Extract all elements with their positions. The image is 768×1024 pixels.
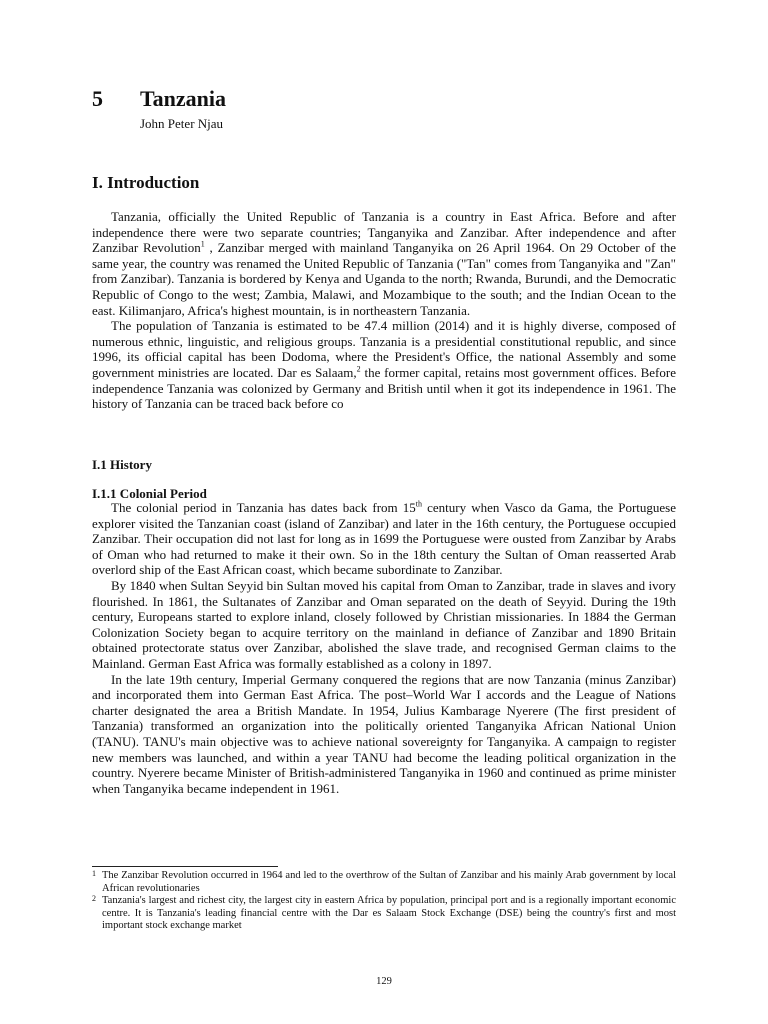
footnote-mark: 2 [92, 894, 96, 903]
colonial-paragraph-3: In the late 19th century, Imperial Germany conquered the regions that are now Tanzania (minus Zanzibar) and incorporated them into German East Africa. The post–World War I accords and the League of Nations charter designated the area a British Mandate. In 1954, Julius Kambarage Nyerere (The first president of Tanzania) transformed an organization into the politically oriented Tanganyika African National Union (TANU). TANU's main objective was to achieve national sovereignty for Tanganyika. A campaign to register new members was launched, and within a year TANU had become the leading political organization in the country. Nyerere became Minister of British-administered Tanganyika in 1960 and continued as prime minister when Tanganyika became independent in 1961. [92, 671, 676, 796]
footnote-2: 2 Tanzania's largest and richest city, the largest city in eastern Africa by population, principal port and is a regionally important economic centre. It is Tanzania's leading financial centre with the Dar es Salaam Stock Exchange (DSE) being the country's first and most important stock exchange market [92, 894, 676, 931]
footnote-ref[interactable]: 1 [200, 239, 205, 249]
footnote-divider [92, 866, 278, 867]
colonial-paragraph-2: By 1840 when Sultan Seyyid bin Sultan moved his capital from Oman to Zanzibar, trade in slaves and ivory flourished. In 1861, the Sultanates of Zanzibar and Oman separated on the death of Seyyid. During the 19th century, Europeans started to explore inland, closely followed by Christian missionaries. In 1884 the German Colonization Society began to acquire territory on the mainland in defiance of Zanzibar and 1890 Britain obtained protectorate status over Zanzibar, abolished the slave trade, and recognised German claims to the Mainland. German East Africa was formally established as a colony in 1897. [92, 577, 676, 671]
footnote-ref[interactable]: 2 [356, 364, 361, 374]
intro-paragraph-2: The population of Tanzania is estimated to be 47.4 million (2014) and it is highly diverse, composed of numerous ethnic, linguistic, and religious groups. Tanzania is a presidential constitutional republic, and since 1996, its official capital has been Dodoma, where the President's Office, the national Assembly and some government ministries are located. Dar es Salaam,$^2$ the former capital, retains most government offices. Before independence Tanzania was colonized by Germany and British until when it got its independence in 1961. The history of Tanzania can be traced back before co [92, 318, 676, 412]
subsection-title: I.1 History [92, 457, 152, 472]
chapter-number: 5 [92, 86, 103, 111]
section-title: I. Introduction [92, 173, 200, 192]
intro-body [92, 209, 676, 412]
chapter-title: Tanzania [140, 86, 227, 111]
footnote-mark: 1 [92, 869, 96, 878]
chapter-heading [92, 86, 226, 112]
subsubsection-title: I.1.1 Colonial Period [92, 486, 207, 501]
footnote-1: 1 The Zanzibar Revolution occurred in 1964 and led to the overthrow of the Sultan of Zanzibar and his mainly Arab government by local African revolutionaries [92, 869, 676, 894]
author-name: John Peter Njau [140, 116, 224, 131]
footnotes [92, 870, 676, 933]
superscript-th: th [415, 499, 423, 509]
colonial-body [92, 500, 676, 796]
intro-paragraph-1: Tanzania, officially the United Republic of Tanzania is a country in East Africa. Before and after independence there were two separate countries; Tanganyika and Zanzibar. After independence and after Zanzibar Revolution$^1$ , Zanzibar merged with mainland Tanganyika on 26 April 1964. On 29 October of the same year, the country was renamed the United Republic of Tanzania ("Tan" comes from Tanganyika and "Zan" from Zanzibar). Tanzania is bordered by Kenya and Uganda to the north; Rwanda, Burundi, and the Democratic Republic of Congo to the west; Zambia, Malawi, and Mozambique to the south; and the Indian Ocean to the east. Kilimanjaro, Africa's highest mountain, is in northeastern Tanzania. [92, 209, 676, 318]
colonial-paragraph-1: The colonial period in Tanzania has dates back from 15th century when Vasco da Gama, the Portuguese explorer visited the Tanzanian coast (island of Zanzibar) and later in the 16th century, the Portuguese occupied Zanzibar. Their occupation did not last for long as in 1699 the Portuguese were ousted from Zanzibar by Arabs of Oman who had returned to make it their own. So in the 18th century the Sultan of Oman reasserted Arab overlord ship of the East African coast, which became subordinate to Zanzibar. [92, 499, 677, 578]
page-number: 129 [376, 976, 392, 987]
